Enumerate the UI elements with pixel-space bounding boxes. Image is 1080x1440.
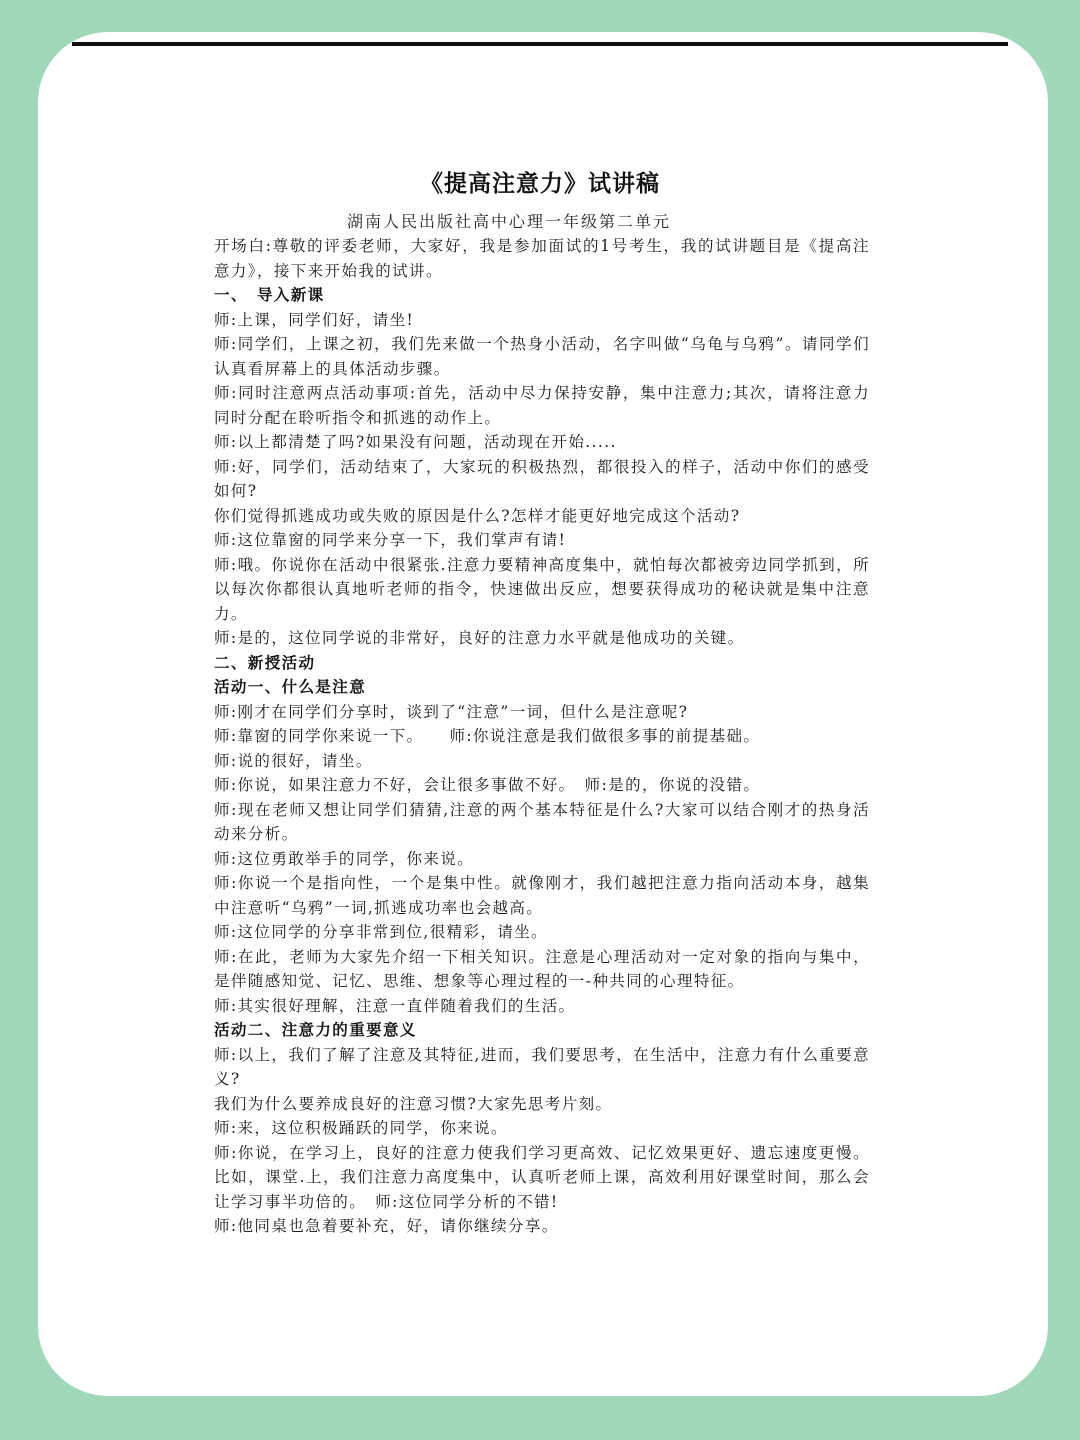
paragraph: 师:说的很好，请坐。	[214, 751, 373, 770]
paragraph: 师:你说一个是指向性，一个是集中性。就像刚才，我们越把注意力指向活动本身，越集中注意听“乌鸦”一词,抓逃成功率也会越高。	[214, 874, 870, 917]
paragraph: 师:上课，同学们好，请坐!	[214, 310, 415, 329]
section-heading: 二、新授活动	[214, 652, 316, 672]
paragraph: 师:这位靠窗的同学来分享一下，我们掌声有请!	[214, 531, 567, 549]
paragraph: 师:来，这位积极踊跃的同学，你来说。	[214, 1119, 508, 1137]
top-divider-line	[72, 42, 1008, 46]
paragraph: 师:同学们，上课之初，我们先来做一个热身小活动，名字叫做“乌龟与乌鸦”。请同学们认真看屏幕上的具体活动步骤。	[214, 335, 870, 378]
paragraph: 师:好，同学们，活动结束了，大家玩的积极热烈，都很投入的样子，活动中你们的感受如何?	[214, 457, 870, 500]
section-heading: 活动二、注意力的重要意义	[214, 1020, 417, 1039]
document-title: 《提高注意力》试讲稿	[420, 170, 660, 197]
paragraph: 我们为什么要养成良好的注意习惯?大家先思考片刻。	[214, 1094, 613, 1113]
paragraph: 师:他同桌也急着要补充，好，请你继续分享。	[214, 1217, 559, 1235]
paragraph: 师:在此，老师为大家先介绍一下相关知识。注意是心理活动对一定对象的指向与集中，是伴随感知觉、记忆、思维、想象等心理过程的一-种共同的心理特征。	[214, 947, 870, 990]
section-heading: 一、 导入新课	[214, 285, 325, 304]
paragraph: 师:这位同学的分享非常到位,很精彩，请坐。	[214, 923, 549, 941]
paragraph: 师:以上都清楚了吗?如果没有问题，活动现在开始.....	[214, 433, 617, 451]
paragraph: 你们觉得抓逃成功或失败的原因是什么?怎样才能更好地完成这个活动?	[214, 506, 741, 525]
paragraph: 开场白:尊敬的评委老师，大家好，我是参加面试的1号考生，我的试讲题目是《提高注意力》，接下来开始我的试讲。	[214, 237, 870, 280]
document-subtitle: 湖南人民出版社高中心理一年级第二单元	[346, 212, 671, 231]
paragraph: 师:以上，我们了解了注意及其特征,进而，我们要思考，在生活中，注意力有什么重要意义?	[214, 1045, 870, 1088]
paragraph: 师:刚才在同学们分享时，谈到了“注意”一词，但什么是注意呢?	[214, 702, 689, 721]
paragraph: 师:你说，如果注意力不好，会让很多事做不好。 师:是的，你说的没错。	[214, 776, 761, 794]
paragraph: 师:同时注意两点活动事项:首先，活动中尽力保持安静，集中注意力;其次，请将注意力同时分配在聆听指令和抓逃的动作上。	[214, 384, 870, 427]
section-heading: 活动一、什么是注意	[214, 677, 367, 696]
paragraph: 师:你说，在学习上，良好的注意力使我们学习更高效、记忆效果更好、遗忘速度更慢。比如，课堂.上，我们注意力高度集中，认真听老师上课，高效利用好课堂时间，那么会让学习事半功倍的。 师:这位同学分析的不错!	[214, 1143, 870, 1211]
paragraph: 师:靠窗的同学你来说一下。 师:你说注意是我们做很多事的前提基础。	[214, 727, 761, 745]
paragraph: 师:现在老师又想让同学们猜猜,注意的两个基本特征是什么?大家可以结合刚才的热身活动来分析。	[214, 800, 870, 843]
paragraph: 师:是的，这位同学说的非常好，良好的注意力水平就是他成功的关键。	[214, 629, 745, 647]
paragraph: 师:哦。你说你在活动中很紧张.注意力要精神高度集中，就怕每次都被旁边同学抓到，所以每次你都很认真地听老师的指令，快速做出反应，想要获得成功的秘诀就是集中注意力。	[214, 555, 870, 623]
paragraph: 师:这位勇敢举手的同学，你来说。	[214, 849, 475, 868]
paragraph: 师:其实很好理解，注意一直伴随着我们的生活。	[214, 996, 576, 1015]
document-body	[214, 234, 870, 1239]
